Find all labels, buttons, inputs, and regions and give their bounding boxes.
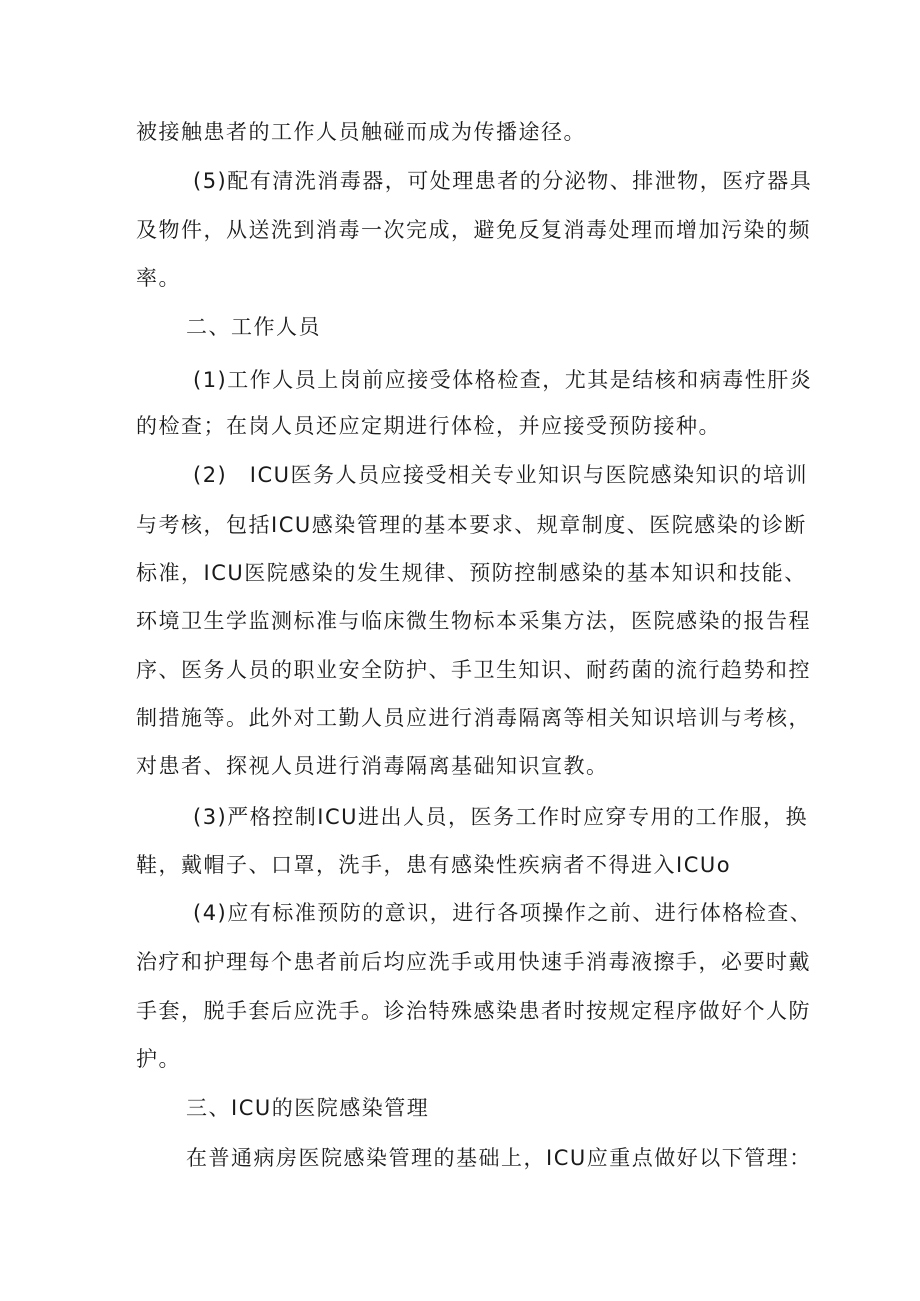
text-line: 护。 xyxy=(136,1047,181,1071)
text-line: 序、医务人员的职业安全防护、手卫生知识、耐药菌的流行趋势和控 xyxy=(136,658,811,682)
text-line: 与考核，包括ICU感染管理的基本要求、规章制度、医院感染的诊断 xyxy=(136,513,807,537)
text-line: 及物件，从送洗到消毒一次完成，避免反复消毒处理而增加污染的频 xyxy=(136,218,811,242)
text-line: 环境卫生学监测标准与临床微生物标本采集方法，医院感染的报告程 xyxy=(136,609,811,633)
list-item-2: (2) ICU医务人员应接受相关专业知识与医院感染知识的培训 xyxy=(193,463,808,487)
text-line: 对患者、探视人员进行消毒隔离基础知识宣教。 xyxy=(136,754,609,778)
list-item-4: (4)应有标准预防的意识，进行各项操作之前、进行体格检查、 xyxy=(193,901,813,925)
list-item-1: (1)工作人员上岗前应接受体格检查，尤其是结核和病毒性肝炎 xyxy=(193,368,813,392)
text-line: 鞋，戴帽子、口罩，洗手，患有感染性疾病者不得进入ICUo xyxy=(136,853,732,877)
text-line: 制措施等。此外对工勤人员应进行消毒隔离等相关知识培训与考核， xyxy=(136,706,811,730)
text-line: 治疗和护理每个患者前后均应洗手或用快速手消毒液擦手，必要时戴 xyxy=(136,950,811,974)
text-line: 在普通病房医院感染管理的基础上，ICU应重点做好以下管理： xyxy=(186,1146,812,1170)
section-heading-staff: 二、工作人员 xyxy=(186,315,321,339)
section-heading-icu-infection-management: 三、ICU的医院感染管理 xyxy=(186,1096,430,1120)
text-line: 手套，脱手套后应洗手。诊治特殊感染患者时按规定程序做好个人防 xyxy=(136,999,811,1023)
text-line: 被接触患者的工作人员触碰而成为传播途径。 xyxy=(136,120,586,144)
list-item-5: (5)配有清洗消毒器，可处理患者的分泌物、排泄物，医疗器具 xyxy=(193,169,813,193)
text-line: 的检查；在岗人员还应定期进行体检，并应接受预防接种。 xyxy=(136,414,721,438)
text-line: 标准，ICU医院感染的发生规律、预防控制感染的基本知识和技能、 xyxy=(136,561,807,585)
text-line: 率。 xyxy=(136,266,181,290)
list-item-3: (3)严格控制ICU进出人员，医务工作时应穿专用的工作服，换 xyxy=(193,805,808,829)
